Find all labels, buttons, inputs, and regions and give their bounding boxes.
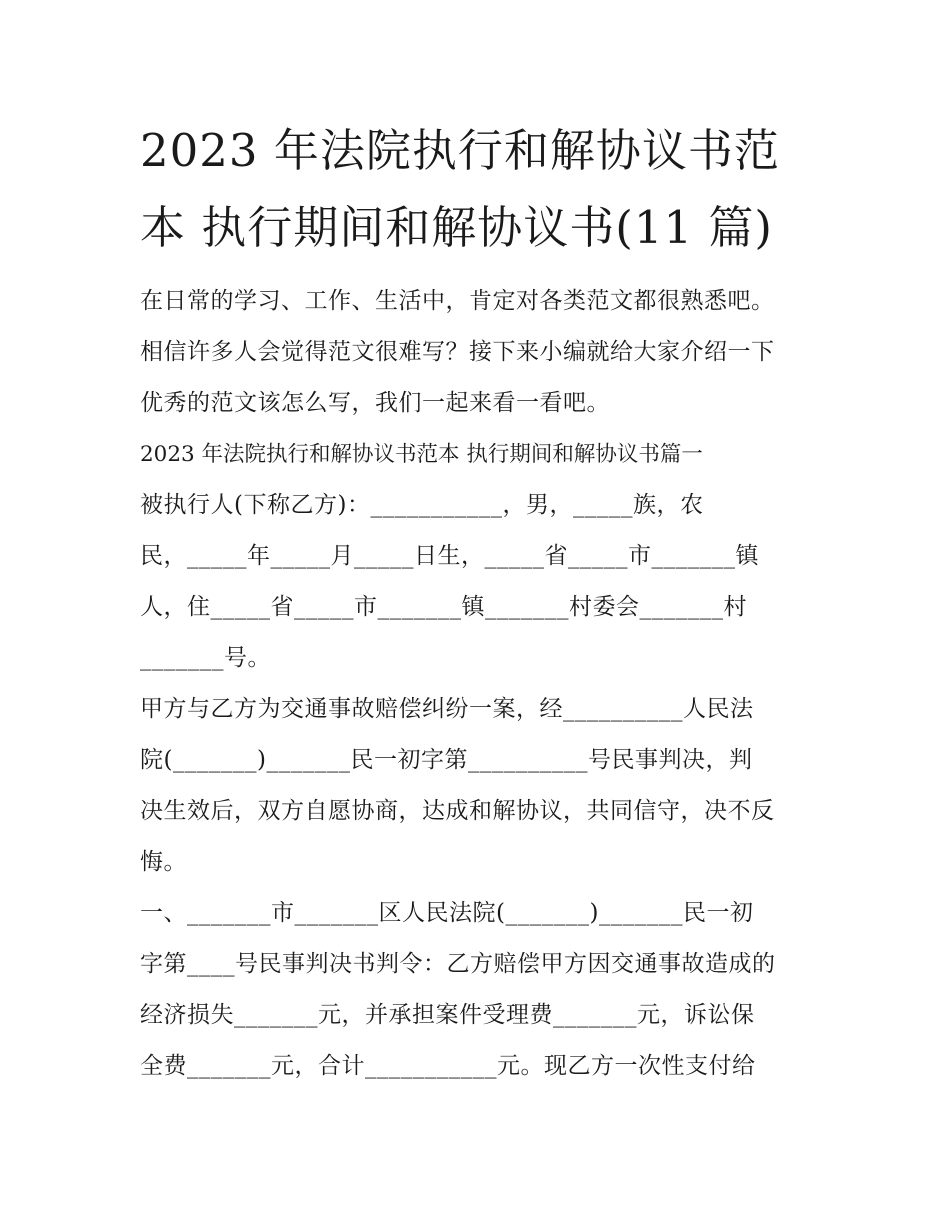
body-line: _______号。 [140, 645, 271, 671]
body-line: 字第____号民事判决书判令：乙方赔偿甲方因交通事故造成的 [140, 951, 776, 977]
title-line: 本 执行期间和解协议书(11 篇) [140, 201, 773, 254]
intro-line: 优秀的范文该怎么写，我们一起来看一看吧。 [140, 390, 610, 416]
body-line: 被执行人(下称乙方)：___________，男，_____族，农 [140, 492, 704, 518]
body-line: 民，_____年_____月_____日生，_____省_____市_______镇 [140, 543, 759, 569]
title-line: 2023 年法院执行和解协议书范 [140, 124, 780, 177]
document-title [140, 112, 820, 266]
intro-line: 在日常的学习、工作、生活中，肯定对各类范文都很熟悉吧。 [140, 288, 775, 314]
body-line: 一、_______市_______区人民法院(_______)_______民一初 [140, 900, 754, 926]
document-body [140, 276, 820, 1092]
body-line: 全费_______元，合计___________元。现乙方一次性支付给 [140, 1053, 756, 1079]
body-line: 人，住_____省_____市_______镇_______村委会_______村 [140, 594, 747, 620]
body-line: 甲方与乙方为交通事故赔偿纠纷一案，经__________人民法 [140, 696, 754, 722]
section-heading: 2023 年法院执行和解协议书范本 执行期间和解协议书篇一 [140, 442, 703, 467]
body-line: 决生效后，双方自愿协商，达成和解协议，共同信守，决不反 [140, 798, 775, 824]
body-line: 经济损失_______元，并承担案件受理费_______元，诉讼保 [140, 1002, 755, 1028]
intro-line: 相信许多人会觉得范文很难写？接下来小编就给大家介绍一下 [140, 339, 775, 365]
body-line: 院(_______)_______民一初字第__________号民事判决，判 [140, 747, 753, 773]
body-line: 悔。 [140, 849, 187, 875]
